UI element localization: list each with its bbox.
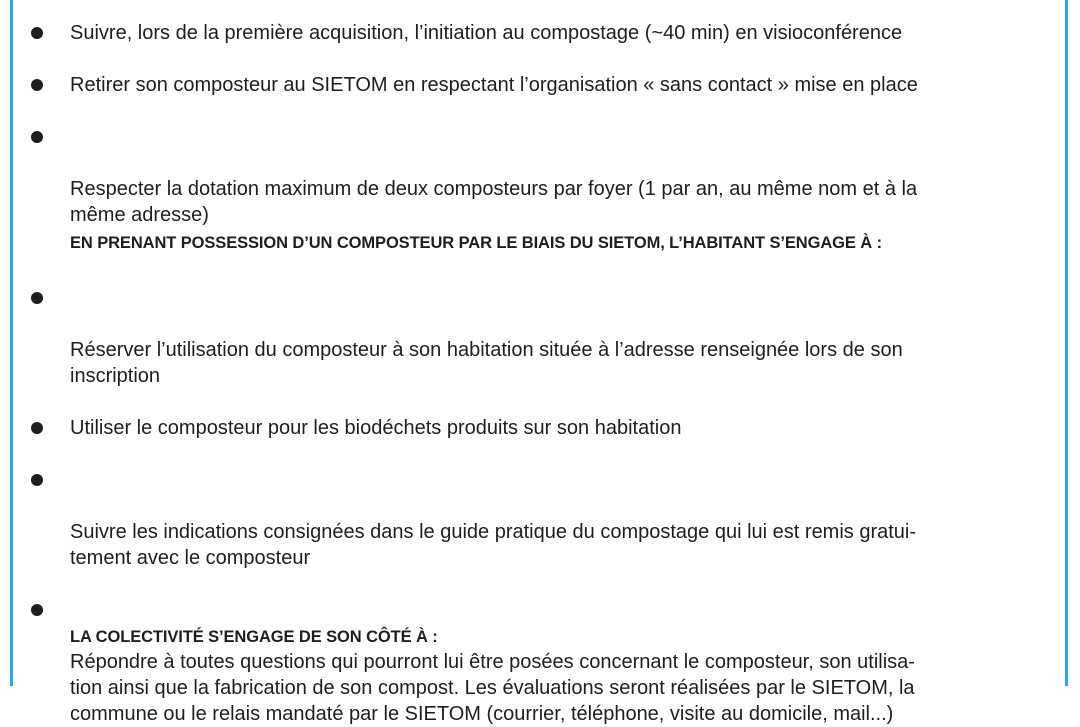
list-item-text: Réserver l’utilisation du composteur à son habitation située à l’adresse renseignée lors de son inscription	[70, 339, 903, 387]
bullet-icon	[31, 292, 43, 304]
list-item	[0, 597, 1080, 727]
list-item	[0, 124, 1080, 228]
list-item	[0, 20, 1080, 46]
list-habitant	[0, 285, 1080, 727]
bullet-icon	[31, 79, 43, 91]
list-item-text: Respecter la dotation maximum de deux composteurs par foyer (1 par an, au même nom et à la même adresse)	[70, 178, 918, 226]
section-heading-collectivite: LA COLECTIVITÉ S’ENGAGE DE SON CÔTÉ À :	[70, 628, 438, 646]
bullet-icon	[31, 604, 43, 616]
list-item	[0, 72, 1080, 98]
bullet-icon	[31, 474, 43, 486]
section-heading-habitant: EN PRENANT POSSESSION D’UN COMPOSTEUR PAR LE BIAIS DU SIETOM, L’HABITANT S’ENGAGE À :	[70, 234, 882, 252]
list-item	[0, 415, 1080, 441]
list-item	[0, 467, 1080, 571]
list-item-text: Suivre, lors de la première acquisition, l’initiation au compostage (~40 min) en visioconférence	[70, 22, 903, 44]
list-item	[0, 285, 1080, 389]
list-item-text: Suivre les indications consignées dans le guide pratique du compostage qui lui est remis gratui- tement avec le composteur	[70, 521, 917, 569]
list-item-text: Retirer son composteur au SIETOM en respectant l’organisation « sans contact » mise en place	[70, 74, 918, 96]
list-item-text: Répondre à toutes questions qui pourront lui être posées concernant le composteur, son utilisa- tion ainsi que la fabrication de son compost. Les évaluations seront réalisées par le SIETOM, la commune ou le relais mandaté par le SIETOM (courrier, téléphone, visite au domicile, mail...)	[70, 651, 915, 725]
bullet-icon	[31, 27, 43, 39]
bullet-icon	[31, 422, 43, 434]
list-item-text: Utiliser le composteur pour les biodéchets produits sur son habitation	[70, 417, 682, 439]
list-top	[0, 20, 1080, 228]
bullet-icon	[31, 131, 43, 143]
